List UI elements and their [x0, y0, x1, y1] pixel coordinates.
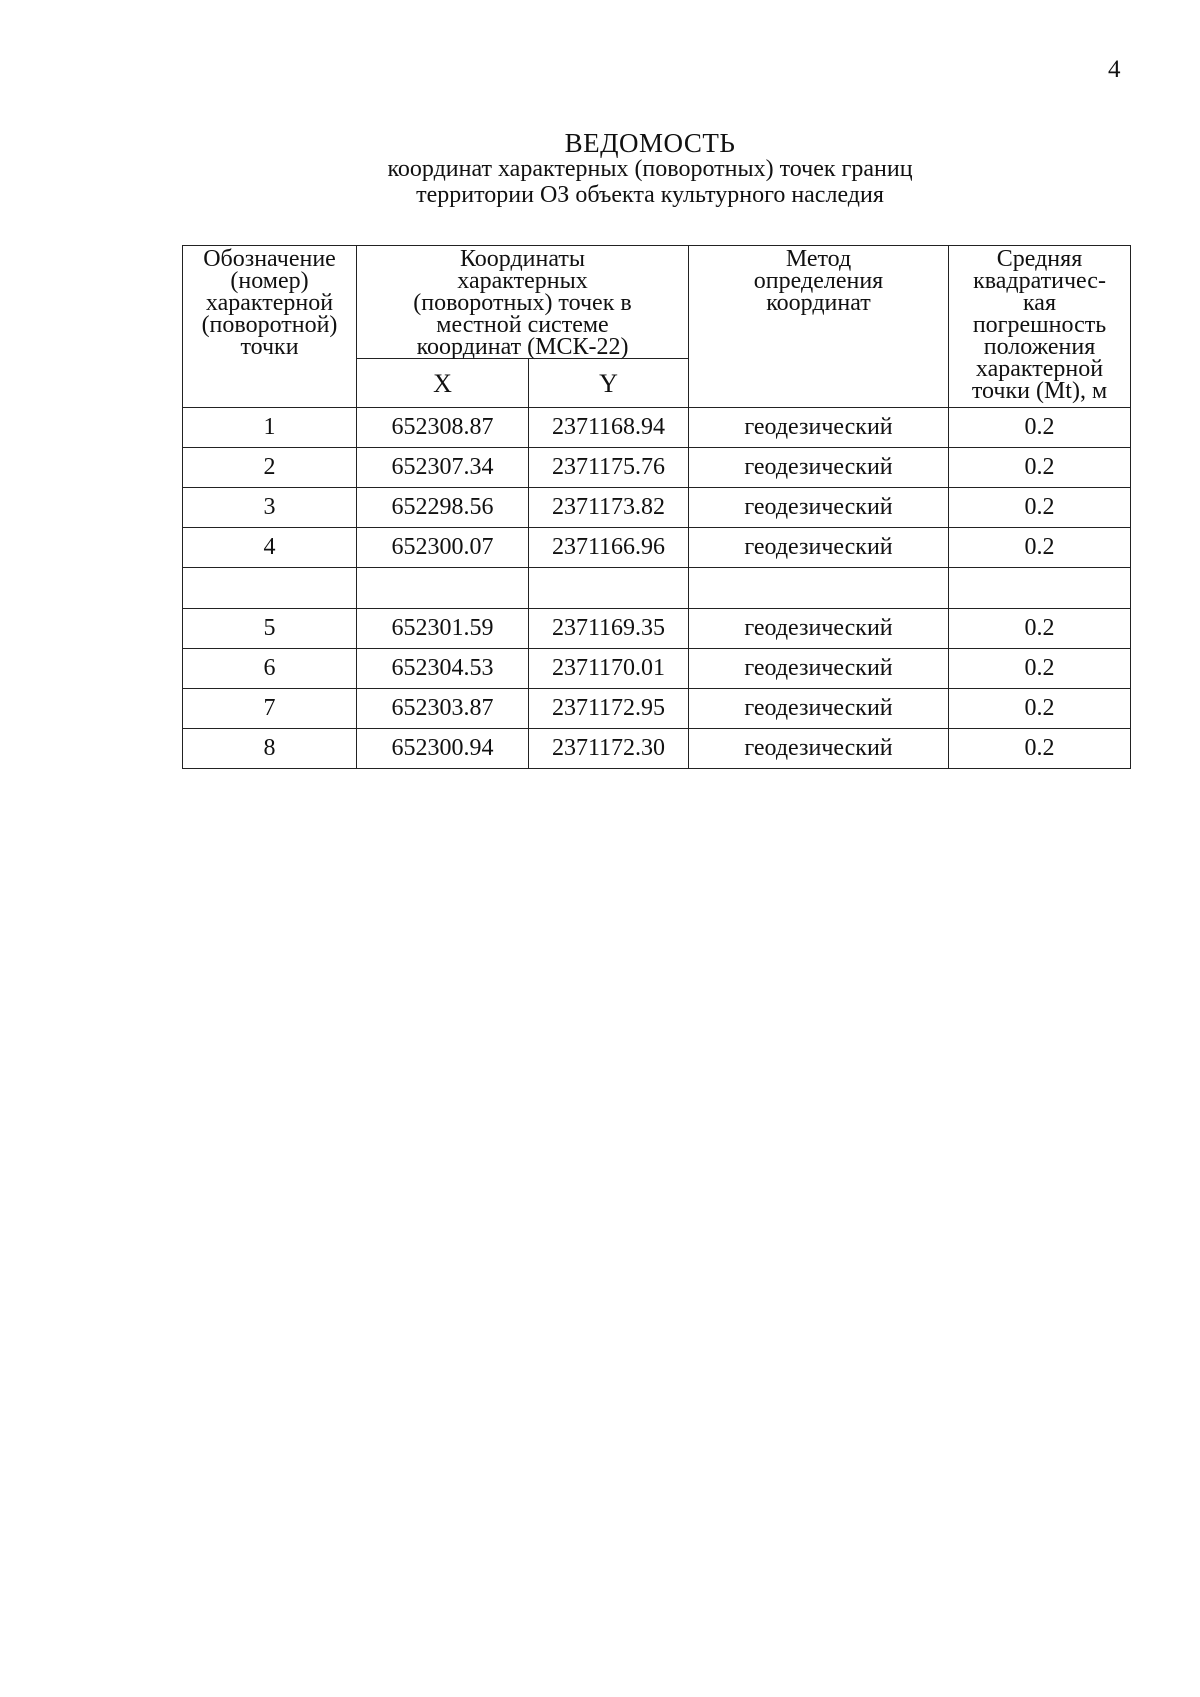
table-row: [183, 649, 1131, 689]
header-line: местной системе: [436, 312, 609, 338]
header-line: квадратичес-: [973, 268, 1106, 294]
cell-method: геодезический: [689, 408, 949, 448]
header-line: Средняя: [996, 246, 1083, 272]
cell-x: 652304.53: [357, 649, 529, 689]
table-row: [183, 729, 1131, 769]
cell-error: 0.2: [949, 528, 1131, 568]
header-method: [689, 246, 949, 408]
cell-method: геодезический: [689, 609, 949, 649]
cell-error: 0.2: [949, 488, 1131, 528]
header-line: координат (МСК-22): [416, 334, 629, 360]
cell-method: геодезический: [689, 729, 949, 769]
document-title-block: [300, 130, 1000, 208]
header-line: Обозначение: [203, 246, 336, 272]
cell-y: 2371172.95: [529, 689, 689, 729]
header-line: (номер): [230, 268, 309, 294]
table-row: [183, 689, 1131, 729]
empty-cell: [689, 568, 949, 609]
cell-y: 2371172.30: [529, 729, 689, 769]
document-subtitle-line-1: координат характерных (поворотных) точек границ: [387, 156, 913, 182]
empty-cell: [529, 568, 689, 609]
cell-y: 2371169.35: [529, 609, 689, 649]
header-line: погрешность: [972, 312, 1107, 338]
table-separator-row: [183, 568, 1131, 609]
header-line: (поворотных) точек в: [413, 290, 632, 316]
cell-method: геодезический: [689, 689, 949, 729]
cell-point-number: 6: [183, 649, 357, 689]
cell-point-number: 2: [183, 448, 357, 488]
cell-error: 0.2: [949, 609, 1131, 649]
table-row: [183, 448, 1131, 488]
header-line: Метод: [785, 246, 852, 272]
cell-point-number: 5: [183, 609, 357, 649]
cell-error: 0.2: [949, 408, 1131, 448]
header-y: Y: [529, 359, 689, 408]
cell-x: 652308.87: [357, 408, 529, 448]
cell-y: 2371175.76: [529, 448, 689, 488]
header-line: характерных: [457, 268, 588, 294]
cell-method: геодезический: [689, 528, 949, 568]
header-line: характерной: [975, 356, 1104, 382]
empty-cell: [183, 568, 357, 609]
table-header-row: [183, 246, 1131, 359]
cell-point-number: 3: [183, 488, 357, 528]
table-row: [183, 408, 1131, 448]
header-line: определения: [753, 268, 884, 294]
cell-x: 652298.56: [357, 488, 529, 528]
cell-error: 0.2: [949, 649, 1131, 689]
table-row: [183, 528, 1131, 568]
cell-y: 2371168.94: [529, 408, 689, 448]
cell-x: 652300.07: [357, 528, 529, 568]
header-line: Координаты: [459, 246, 586, 272]
cell-error: 0.2: [949, 689, 1131, 729]
cell-x: 652303.87: [357, 689, 529, 729]
header-line: точки (Mt), м: [971, 378, 1108, 404]
cell-point-number: 7: [183, 689, 357, 729]
empty-cell: [949, 568, 1131, 609]
table-row: [183, 488, 1131, 528]
document-title: ВЕДОМОСТЬ: [564, 128, 736, 158]
header-line: (поворотной): [201, 312, 338, 338]
cell-x: 652301.59: [357, 609, 529, 649]
cell-y: 2371173.82: [529, 488, 689, 528]
cell-point-number: 4: [183, 528, 357, 568]
header-line: положения: [983, 334, 1096, 360]
cell-method: геодезический: [689, 649, 949, 689]
empty-cell: [357, 568, 529, 609]
cell-point-number: 8: [183, 729, 357, 769]
header-coordinates: [357, 246, 689, 359]
cell-method: геодезический: [689, 488, 949, 528]
header-line: характерной: [205, 290, 334, 316]
cell-error: 0.2: [949, 729, 1131, 769]
cell-y: 2371166.96: [529, 528, 689, 568]
header-mean-error: [949, 246, 1131, 408]
cell-x: 652300.94: [357, 729, 529, 769]
header-point-designation: [183, 246, 357, 408]
cell-point-number: 1: [183, 408, 357, 448]
coordinates-table: [182, 245, 1131, 769]
cell-method: геодезический: [689, 448, 949, 488]
header-line: координат: [766, 290, 871, 316]
table-row: [183, 609, 1131, 649]
header-line: точки: [240, 334, 299, 360]
header-line: кая: [1023, 290, 1056, 316]
cell-error: 0.2: [949, 448, 1131, 488]
cell-y: 2371170.01: [529, 649, 689, 689]
header-x: X: [357, 359, 529, 408]
page-number: 4: [1108, 56, 1121, 83]
document-subtitle-line-2: территории ОЗ объекта культурного наследия: [416, 182, 884, 208]
cell-x: 652307.34: [357, 448, 529, 488]
